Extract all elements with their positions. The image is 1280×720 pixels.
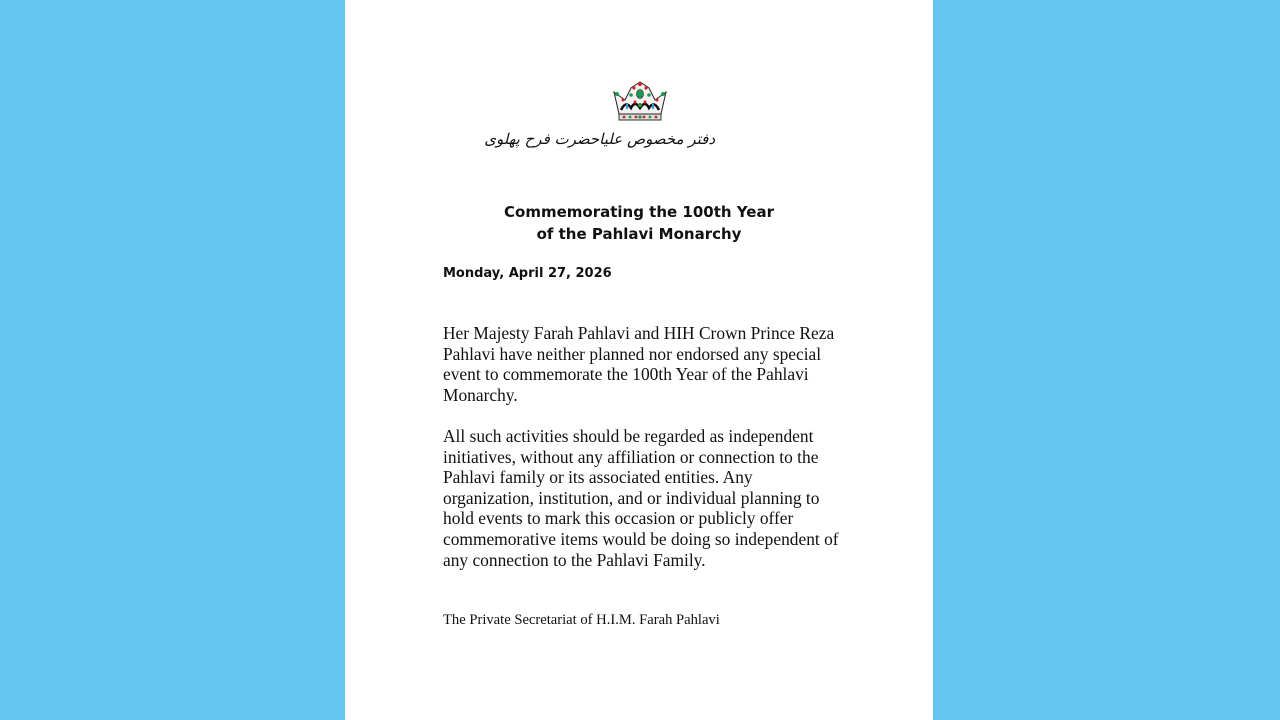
paragraph-line: any connection to the Pahlavi Family. <box>443 549 706 570</box>
paragraph-line: organization, institution, and or individual planning to <box>443 487 820 508</box>
paragraph-line: commemorative items would be doing so independent of <box>443 528 839 549</box>
document-page <box>345 0 933 720</box>
signature: The Private Secretariat of H.I.M. Farah Pahlavi <box>443 612 720 628</box>
paragraph-1 <box>443 323 843 405</box>
paragraph-line: Pahlavi have neither planned nor endorsed any special <box>443 343 822 364</box>
paragraph-line: hold events to mark this occasion or publicly offer <box>443 508 794 529</box>
paragraph-line: event to commemorate the 100th Year of the Pahlavi <box>443 364 809 385</box>
document-date: Monday, April 27, 2026 <box>443 266 612 281</box>
title-line-1: Commemorating the 100th Year <box>504 203 774 221</box>
paragraph-2 <box>443 426 843 570</box>
title-line-2: of the Pahlavi Monarchy <box>536 225 742 243</box>
letterhead-persian-text: دفتر مخصوص علیاحضرت فرح پهلوی <box>484 130 715 148</box>
paragraph-line: Her Majesty Farah Pahlavi and HIH Crown Prince Reza <box>443 323 835 343</box>
document-title <box>345 201 933 245</box>
letterhead <box>484 78 715 160</box>
paragraph-line: Pahlavi family or its associated entities. Any <box>443 467 753 488</box>
paragraph-line: initiatives, without any affiliation or connection to the <box>443 446 819 467</box>
paragraph-line: Monarchy. <box>443 384 518 405</box>
crown-icon <box>611 78 669 124</box>
paragraph-line: All such activities should be regarded as independent <box>443 426 814 446</box>
